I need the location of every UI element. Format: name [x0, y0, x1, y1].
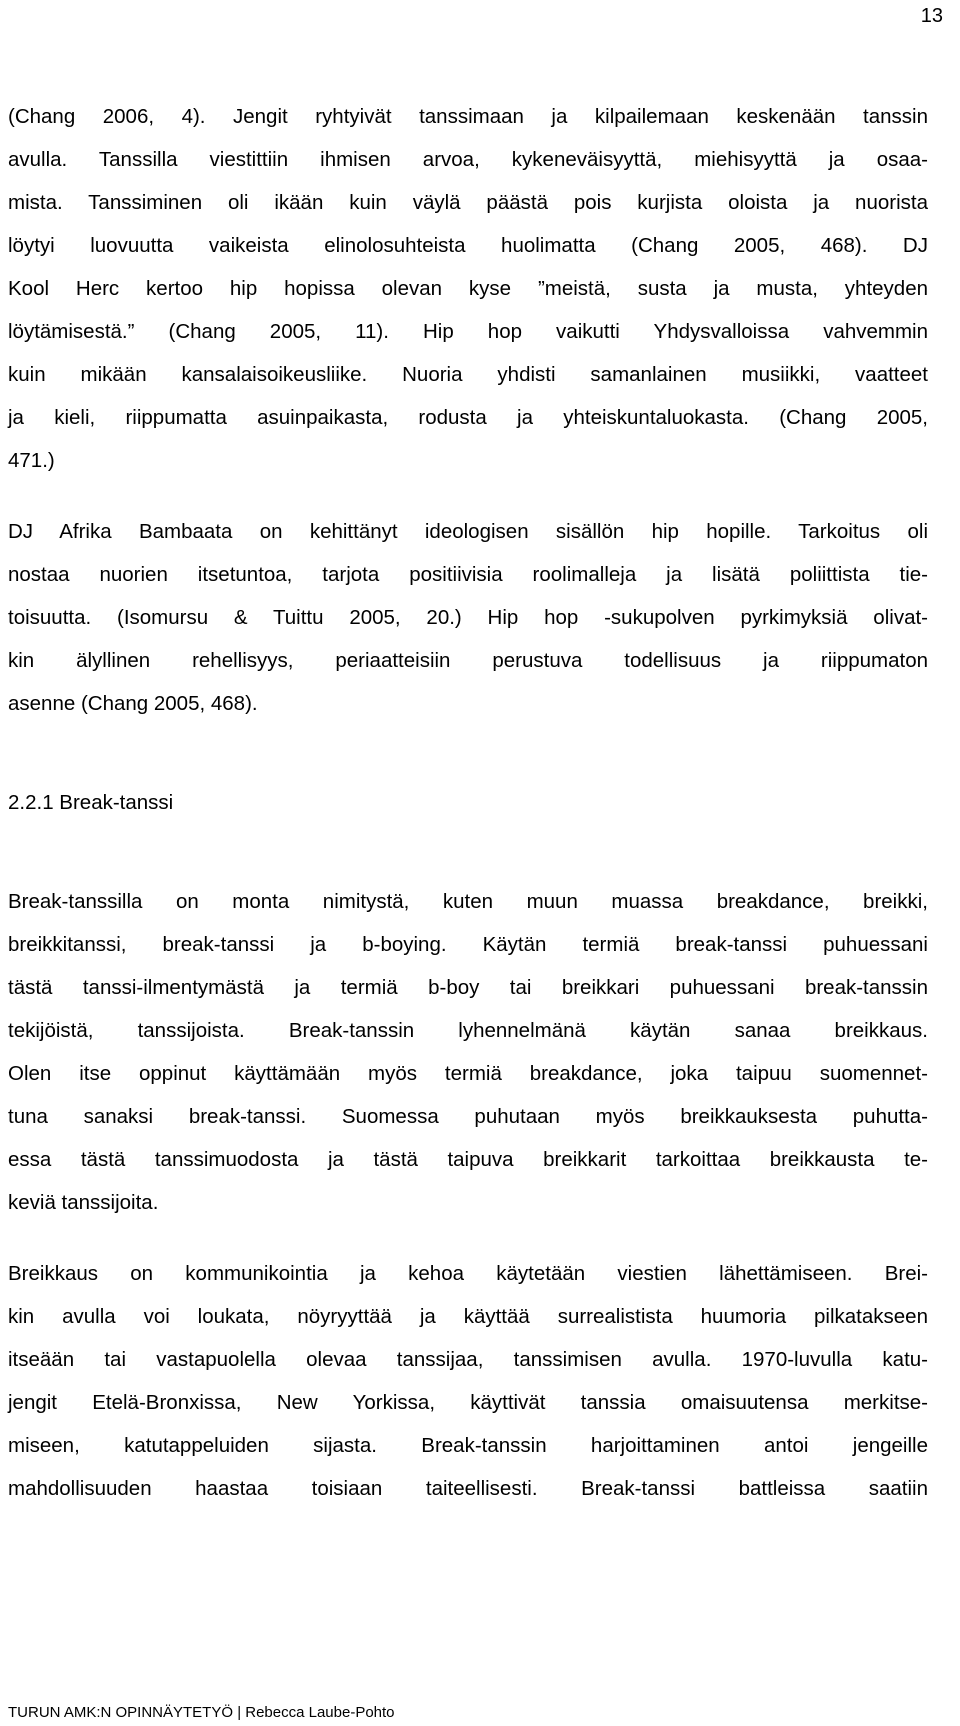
text-line: Breikkaus on kommunikointia ja kehoa käytetään viestien lähettämiseen. Brei-: [8, 1262, 928, 1285]
page-footer: TURUN AMK:N OPINNÄYTETYÖ | Rebecca Laube-Pohto: [8, 1704, 395, 1721]
text-line: mista. Tanssiminen oli ikään kuin väylä päästä pois kurjista oloista ja nuorista: [8, 191, 928, 214]
text-line: jengit Etelä-Bronxissa, New Yorkissa, käyttivät tanssia omaisuutensa merkitse-: [8, 1391, 928, 1414]
text-line: löytämisestä.” (Chang 2005, 11). Hip hop vaikutti Yhdysvalloissa vahvemmin: [8, 320, 928, 343]
paragraph: [8, 510, 928, 725]
text-line: avulla. Tanssilla viestittiin ihmisen arvoa, kykeneväisyyttä, miehisyyttä ja osaa-: [8, 148, 928, 171]
text-line: nostaa nuorien itsetuntoa, tarjota positiivisia roolimalleja ja lisätä poliittista tie-: [8, 563, 928, 586]
text-line: miseen, katutappeluiden sijasta. Break-tanssin harjoittaminen antoi jengeille: [8, 1434, 928, 1457]
text-line: ja kieli, riippumatta asuinpaikasta, rodusta ja yhteiskuntaluokasta. (Chang 2005,: [8, 406, 928, 429]
text-line: itseään tai vastapuolella olevaa tanssijaa, tanssimisen avulla. 1970-luvulla katu-: [8, 1348, 928, 1371]
text-line: löytyi luovuutta vaikeista elinolosuhteista huolimatta (Chang 2005, 468). DJ: [8, 234, 928, 257]
text-line: kuin mikään kansalaisoikeusliike. Nuoria yhdisti samanlainen musiikki, vaatteet: [8, 363, 928, 386]
text-line: 471.): [8, 449, 55, 472]
text-line: tuna sanaksi break-tanssi. Suomessa puhutaan myös breikkauksesta puhutta-: [8, 1105, 928, 1128]
text-line: Kool Herc kertoo hip hopissa olevan kyse ”meistä, susta ja musta, yhteyden: [8, 277, 928, 300]
paragraph: [8, 95, 928, 482]
paragraph: [8, 880, 928, 1224]
text-line: breikkitanssi, break-tanssi ja b-boying. Käytän termiä break-tanssi puhuessani: [8, 933, 928, 956]
text-line: mahdollisuuden haastaa toisiaan taiteellisesti. Break-tanssi battleissa saatiin: [8, 1477, 928, 1500]
text-line: asenne (Chang 2005, 468).: [8, 692, 258, 715]
page-number: 13: [920, 5, 943, 27]
section-heading: 2.2.1 Break-tanssi: [8, 791, 174, 814]
document-body: [8, 95, 928, 1510]
paragraph: [8, 1252, 928, 1510]
text-line: Olen itse oppinut käyttämään myös termiä breakdance, joka taipuu suomennet-: [8, 1062, 928, 1085]
text-line: Break-tanssilla on monta nimitystä, kuten muun muassa breakdance, breikki,: [8, 890, 928, 913]
text-line: tästä tanssi-ilmentymästä ja termiä b-boy tai breikkari puhuessani break-tanssin: [8, 976, 928, 999]
text-line: kin avulla voi loukata, nöyryyttää ja käyttää surrealistista huumoria pilkatakseen: [8, 1305, 928, 1328]
text-line: kin älyllinen rehellisyys, periaatteisiin perustuva todellisuus ja riippumaton: [8, 649, 928, 672]
text-line: (Chang 2006, 4). Jengit ryhtyivät tanssimaan ja kilpailemaan keskenään tanssin: [8, 105, 928, 128]
text-line: DJ Afrika Bambaata on kehittänyt ideologisen sisällön hip hopille. Tarkoitus oli: [8, 520, 928, 543]
text-line: toisuutta. (Isomursu & Tuittu 2005, 20.) Hip hop -sukupolven pyrkimyksiä olivat-: [8, 606, 928, 629]
text-line: essa tästä tanssimuodosta ja tästä taipuva breikkarit tarkoittaa breikkausta te-: [8, 1148, 928, 1171]
text-line: tekijöistä, tanssijoista. Break-tanssin lyhennelmänä käytän sanaa breikkaus.: [8, 1019, 928, 1042]
text-line: keviä tanssijoita.: [8, 1191, 159, 1214]
